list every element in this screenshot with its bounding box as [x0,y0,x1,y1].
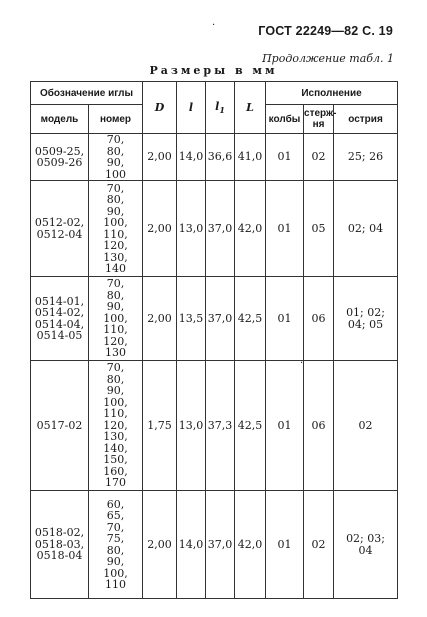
header-l1 [206,82,235,134]
cell-model: 0518-02, 0518-03, 0518-04 [31,491,89,599]
cell-flask: 01 [266,277,304,361]
cell-flask: 01 [266,134,304,181]
cell-l1: 36,6 [206,134,235,181]
table-row [31,134,398,181]
header-designation: Обозначение иглы [31,82,143,105]
cell-number: 70, 80, 90, 100, 110, 120, 130 [89,277,143,361]
table-row [31,277,398,361]
cell-D: 1,75 [143,361,177,491]
cell-l: 14,0 [177,491,206,599]
speck: · [212,20,216,31]
cell-l1: 37,0 [206,181,235,277]
header-tip: острия [334,105,398,134]
cell-L: 42,5 [235,361,266,491]
cell-model: 0509-25, 0509-26 [31,134,89,181]
cell-tip: 02; 03; 04 [334,491,398,599]
header-execution: Исполнение [266,82,398,105]
cell-tip: 01; 02; 04; 05 [334,277,398,361]
cell-l1: 37,3 [206,361,235,491]
cell-rod: 02 [304,134,334,181]
speck: · [300,358,304,369]
cell-tip: 02 [334,361,398,491]
header-L: L [235,82,266,134]
cell-l: 13,0 [177,181,206,277]
cell-rod: 02 [304,491,334,599]
cell-flask: 01 [266,181,304,277]
table-row [31,361,398,491]
needle-dimensions-table [30,81,398,599]
cell-flask: 01 [266,361,304,491]
cell-flask: 01 [266,491,304,599]
cell-l: 13,5 [177,277,206,361]
cell-D: 2,00 [143,181,177,277]
cell-tip: 02; 04 [334,181,398,277]
cell-l: 14,0 [177,134,206,181]
header-l1-base: l [215,99,220,113]
table-row [31,181,398,277]
cell-l1: 37,0 [206,277,235,361]
cell-L: 41,0 [235,134,266,181]
header-l: l [177,82,206,134]
cell-D: 2,00 [143,491,177,599]
cell-rod: 06 [304,361,334,491]
cell-model: 0514-01, 0514-02, 0514-04, 0514-05 [31,277,89,361]
header-rod: стерж- ня [304,105,334,134]
cell-L: 42,0 [235,491,266,599]
cell-rod: 06 [304,277,334,361]
cell-number: 70, 80, 90, 100 [89,134,143,181]
cell-l: 13,0 [177,361,206,491]
cell-number: 70, 80, 90, 100, 110, 120, 130, 140 [89,181,143,277]
cell-number: 70, 80, 90, 100, 110, 120, 130, 140, 150, 160, 170 [89,361,143,491]
cell-rod: 05 [304,181,334,277]
table-row [31,491,398,599]
header-model: модель [31,105,89,134]
header-D: D [143,82,177,134]
cell-model: 0512-02, 0512-04 [31,181,89,277]
header-l1-sub: 1 [219,105,225,116]
cell-D: 2,00 [143,277,177,361]
cell-tip: 25; 26 [334,134,398,181]
cell-model: 0517-02 [31,361,89,491]
units-caption: Размеры в мм [149,64,278,77]
cell-number: 60, 65, 70, 75, 80, 90, 100, 110 [89,491,143,599]
table-continuation-note: Продолжение табл. 1 [262,52,394,65]
header-number: номер [89,105,143,134]
header-flask: колбы [266,105,304,134]
cell-l1: 37,0 [206,491,235,599]
cell-D: 2,00 [143,134,177,181]
page-header: ГОСТ 22249—82 С. 19 [258,24,393,38]
cell-L: 42,0 [235,181,266,277]
cell-L: 42,5 [235,277,266,361]
